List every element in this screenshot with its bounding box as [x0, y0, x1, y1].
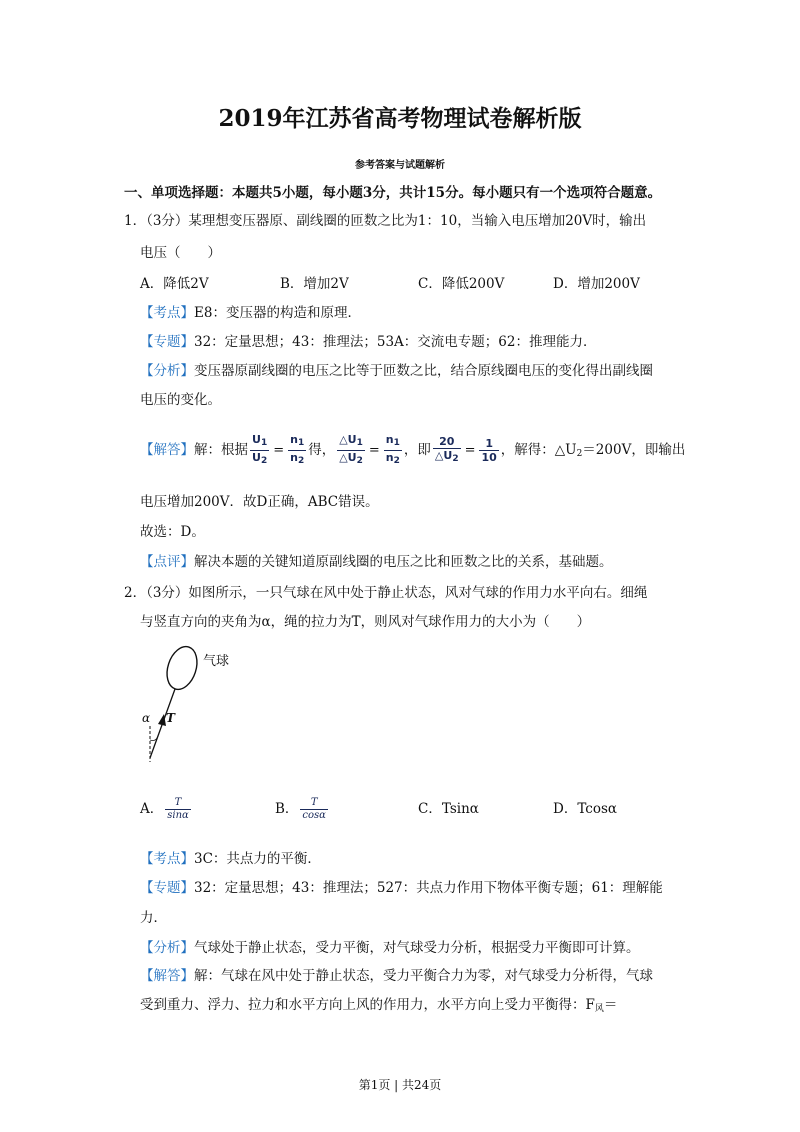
q2-jieda-line2: 受到重力、浮力、拉力和水平方向上风的作用力，水平方向上受力平衡得：$F_风=$ — [140, 997, 618, 1014]
fraction-du1-du2: $\frac{\triangle U_1}{\triangle U_2}$ — [339, 433, 363, 466]
fraction-n1-n2-b: $\frac{n_1}{n_2}$ — [385, 433, 400, 466]
q1-dianping — [140, 553, 613, 571]
fraction-u1-u2: $\frac{U_1}{U_2}$ — [252, 433, 268, 466]
q2-option-d: D．Tcosα — [553, 801, 618, 817]
q1-option-c: C．降低200V — [418, 276, 505, 292]
q2-stem-line2: 与竖直方向的夹角为α，绳的拉力为T，则风对气球作用力的大小为（ ） — [140, 614, 591, 630]
equals-sign: = — [273, 443, 285, 458]
q1-option-a: A．降低2V — [140, 276, 209, 292]
q1-option-b: B．增加2V — [280, 276, 349, 292]
q1-fenxi — [140, 362, 653, 380]
jieda-pre: 解：根据 — [194, 442, 248, 458]
fraction-n1-n2: $\frac{n_1}{n_2}$ — [290, 433, 305, 466]
fraction-t-cos: $\frac{T}{\cos\alpha}$ — [302, 797, 326, 821]
jieda-tag: 【解答】 — [140, 968, 194, 984]
fenxi-text: 变压器原副线圈的电压之比等于匝数之比，结合原线圈电压的变化得出副线圈 — [194, 363, 653, 379]
fraction-20-du2: $\frac{20}{\triangle U_2}$ — [434, 435, 459, 464]
q1-zhuanti — [140, 333, 596, 351]
page-title: 2019年江苏省高考物理试卷解析版 — [218, 105, 582, 132]
section-heading: 一、单项选择题：本题共5小题，每小题3分，共计15分。每小题只有一个选项符合题意。 — [124, 185, 662, 201]
q2-option-b: B． $\frac{T}{\cos\alpha}$ — [275, 797, 326, 821]
q2-jieda — [140, 967, 653, 985]
dianping-tag: 【点评】 — [140, 554, 194, 570]
alpha-label: α — [142, 711, 151, 725]
jieda-text: 解：气球在风中处于静止状态，受力平衡合力为零，对气球受力分析得，气球 — [194, 968, 653, 984]
zhuanti-tag: 【专题】 — [140, 334, 194, 350]
q1-fenxi-line2: 电压的变化。 — [140, 392, 221, 408]
zhuanti-text: 32：定量思想；43：推理法；527：共点力作用下物体平衡专题；61：理解能 — [194, 880, 663, 896]
q2-option-a: A． $\frac{T}{\sin\alpha}$ — [140, 797, 189, 821]
q1-jieda: 【解答】解：根据 $\frac{U_1}{U_2}$ = $\frac{n_1}{n_2}$ 得， $\frac{\triangle U_1}{\triangle U_2}$ = $\frac{n_1}{n_2}$ ，即 $\frac{20}{\triangle U_2}$ = $\frac{1}{10}$ ，解得：$\triangle U_2=200V$，即输出 — [140, 433, 686, 466]
fraction-t-sin: $\frac{T}{\sin\alpha}$ — [167, 797, 189, 821]
equals-sign: = — [368, 443, 380, 458]
dianping-text: 解决本题的关键知道原副线圈的电压之比和匝数之比的关系，基础题。 — [194, 554, 613, 570]
kaodian-tag: 【考点】 — [140, 851, 194, 867]
fenxi-tag: 【分析】 — [140, 363, 194, 379]
q1-stem-line2: 电压（ ） — [140, 245, 221, 261]
kaodian-tag: 【考点】 — [140, 305, 194, 321]
subtitle: 参考答案与试题解析 — [355, 160, 445, 171]
fenxi-tag: 【分析】 — [140, 940, 194, 956]
q2-stem-line1: 2．（3分）如图所示，一只气球在风中处于静止状态，风对气球的作用力水平向右。细绳 — [124, 585, 648, 601]
q1-stem-line1: 1．（3分）某理想变压器原、副线圈的匝数之比为1：10，当输入电压增加20V时，输出 — [124, 213, 647, 229]
zhuanti-tag: 【专题】 — [140, 880, 194, 896]
kaodian-text: E8：变压器的构造和原理． — [194, 305, 361, 321]
q1-option-d: D．增加200V — [553, 276, 640, 292]
balloon-figure — [138, 640, 258, 770]
q2-zhuanti-line2: 力． — [140, 910, 167, 926]
q1-kaodian — [140, 304, 361, 322]
q2-fenxi — [140, 939, 640, 957]
page-footer: 第1页 | 共24页 — [358, 1078, 442, 1092]
balloon-label: 气球 — [203, 654, 230, 669]
q2-zhuanti — [140, 879, 663, 897]
word-ji: ，即 — [403, 442, 431, 458]
q2-kaodian — [140, 850, 321, 868]
tension-label: T — [166, 711, 175, 725]
jieda-post: ，解得：△U — [500, 442, 577, 458]
q1-answer: 故选：D。 — [140, 524, 205, 540]
balloon-ellipse — [162, 643, 202, 693]
fenxi-text: 气球处于静止状态，受力平衡，对气球受力分析，根据受力平衡即可计算。 — [194, 940, 640, 956]
jieda-tag: 【解答】 — [140, 442, 194, 458]
equals-sign: = — [464, 443, 476, 458]
word-de: 得， — [308, 442, 336, 458]
q2-option-c: C．Tsinα — [418, 801, 479, 817]
kaodian-text: 3C：共点力的平衡． — [194, 851, 321, 867]
q1-jieda-line2: 电压增加200V．故D正确，ABC错误。 — [140, 494, 379, 510]
fraction-1-10: $\frac{1}{10}$ — [481, 437, 497, 464]
zhuanti-text: 32：定量思想；43：推理法；53A：交流电专题；62：推理能力． — [194, 334, 597, 350]
